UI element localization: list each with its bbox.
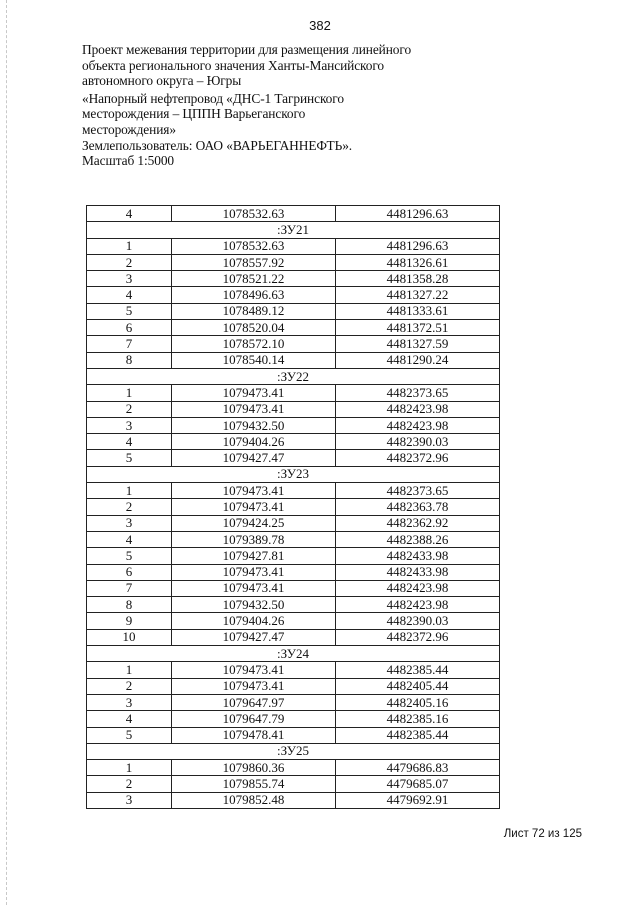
point-number-cell: 1 (87, 483, 172, 499)
x-coordinate-cell: 1078489.12 (172, 303, 336, 319)
point-number-cell: 6 (87, 564, 172, 580)
point-number-cell: 4 (87, 434, 172, 450)
point-number-cell: 1 (87, 662, 172, 678)
point-number-cell: 3 (87, 792, 172, 808)
x-coordinate-cell: 1079647.79 (172, 711, 336, 727)
table-row (87, 548, 500, 564)
document-header (82, 42, 412, 169)
table-row (87, 206, 500, 222)
table-row (87, 450, 500, 466)
x-coordinate-cell: 1079473.41 (172, 580, 336, 596)
y-coordinate-cell: 4479686.83 (336, 760, 500, 776)
y-coordinate-cell: 4481327.59 (336, 336, 500, 352)
table-row (87, 531, 500, 547)
y-coordinate-cell: 4482373.65 (336, 385, 500, 401)
table-row (87, 303, 500, 319)
y-coordinate-cell: 4482372.96 (336, 629, 500, 645)
section-label: :ЗУ21 (87, 222, 500, 238)
x-coordinate-cell: 1079478.41 (172, 727, 336, 743)
y-coordinate-cell: 4481327.22 (336, 287, 500, 303)
point-number-cell: 5 (87, 303, 172, 319)
point-number-cell: 2 (87, 499, 172, 515)
sheet-counter: Лист 72 из 125 (503, 828, 582, 840)
table-row (87, 499, 500, 515)
y-coordinate-cell: 4481326.61 (336, 254, 500, 270)
table-row (87, 727, 500, 743)
header-line: «Напорный нефтепровод «ДНС-1 Тагринского (82, 90, 344, 106)
table-row (87, 597, 500, 613)
table-row (87, 515, 500, 531)
table-row (87, 417, 500, 433)
x-coordinate-cell: 1078496.63 (172, 287, 336, 303)
table-row (87, 564, 500, 580)
section-row (87, 466, 500, 482)
x-coordinate-cell: 1079424.25 (172, 515, 336, 531)
table-row (87, 336, 500, 352)
scan-edge (6, 0, 8, 905)
x-coordinate-cell: 1079473.41 (172, 385, 336, 401)
x-coordinate-cell: 1078557.92 (172, 254, 336, 270)
y-coordinate-cell: 4482373.65 (336, 483, 500, 499)
point-number-cell: 1 (87, 238, 172, 254)
y-coordinate-cell: 4482362.92 (336, 515, 500, 531)
y-coordinate-cell: 4479685.07 (336, 776, 500, 792)
y-coordinate-cell: 4482388.26 (336, 531, 500, 547)
point-number-cell: 4 (87, 287, 172, 303)
y-coordinate-cell: 4482385.16 (336, 711, 500, 727)
header-line: месторождения» (82, 121, 176, 137)
y-coordinate-cell: 4482405.16 (336, 694, 500, 710)
y-coordinate-cell: 4481296.63 (336, 238, 500, 254)
x-coordinate-cell: 1079473.41 (172, 662, 336, 678)
table-row (87, 694, 500, 710)
section-row (87, 222, 500, 238)
x-coordinate-cell: 1079404.26 (172, 613, 336, 629)
section-label: :ЗУ25 (87, 743, 500, 759)
table-row (87, 287, 500, 303)
table-row (87, 352, 500, 368)
land-user-line: Землепользователь: ОАО «ВАРЬЕГАННЕФТЬ». (82, 137, 353, 153)
table-row (87, 238, 500, 254)
x-coordinate-cell: 1078540.14 (172, 352, 336, 368)
y-coordinate-cell: 4482372.96 (336, 450, 500, 466)
x-coordinate-cell: 1079852.48 (172, 792, 336, 808)
x-coordinate-cell: 1079647.97 (172, 694, 336, 710)
table-row (87, 711, 500, 727)
point-number-cell: 1 (87, 760, 172, 776)
y-coordinate-cell: 4482433.98 (336, 564, 500, 580)
x-coordinate-cell: 1078532.63 (172, 206, 336, 222)
x-coordinate-cell: 1078532.63 (172, 238, 336, 254)
table-row (87, 776, 500, 792)
y-coordinate-cell: 4482423.98 (336, 580, 500, 596)
y-coordinate-cell: 4482385.44 (336, 727, 500, 743)
point-number-cell: 7 (87, 336, 172, 352)
point-number-cell: 3 (87, 694, 172, 710)
y-coordinate-cell: 4482423.98 (336, 417, 500, 433)
y-coordinate-cell: 4479692.91 (336, 792, 500, 808)
table-row (87, 678, 500, 694)
x-coordinate-cell: 1079427.47 (172, 450, 336, 466)
x-coordinate-cell: 1078520.04 (172, 320, 336, 336)
header-line: автономного округа – Югры (82, 73, 242, 89)
y-coordinate-cell: 4481333.61 (336, 303, 500, 319)
point-number-cell: 3 (87, 271, 172, 287)
section-row (87, 743, 500, 759)
x-coordinate-cell: 1079427.47 (172, 629, 336, 645)
header-line: месторождения – ЦППН Варьеганского (82, 106, 306, 122)
x-coordinate-cell: 1079855.74 (172, 776, 336, 792)
y-coordinate-cell: 4481358.28 (336, 271, 500, 287)
scale-line: Масштаб 1:5000 (82, 153, 175, 169)
x-coordinate-cell: 1079860.36 (172, 760, 336, 776)
section-label: :ЗУ23 (87, 466, 500, 482)
y-coordinate-cell: 4482423.98 (336, 597, 500, 613)
table-row (87, 320, 500, 336)
point-number-cell: 7 (87, 580, 172, 596)
table-row (87, 385, 500, 401)
point-number-cell: 4 (87, 711, 172, 727)
coordinates-table (86, 205, 500, 809)
table-row (87, 760, 500, 776)
y-coordinate-cell: 4482385.44 (336, 662, 500, 678)
x-coordinate-cell: 1078521.22 (172, 271, 336, 287)
table-row (87, 580, 500, 596)
x-coordinate-cell: 1079473.41 (172, 401, 336, 417)
table-row (87, 792, 500, 808)
table-row (87, 271, 500, 287)
section-label: :ЗУ22 (87, 368, 500, 384)
point-number-cell: 2 (87, 401, 172, 417)
header-line: объекта регионального значения Ханты-Мансийского (82, 57, 385, 73)
point-number-cell: 5 (87, 450, 172, 466)
table-row (87, 613, 500, 629)
section-label: :ЗУ24 (87, 646, 500, 662)
section-row (87, 368, 500, 384)
y-coordinate-cell: 4482405.44 (336, 678, 500, 694)
x-coordinate-cell: 1079473.41 (172, 564, 336, 580)
y-coordinate-cell: 4482390.03 (336, 434, 500, 450)
point-number-cell: 2 (87, 254, 172, 270)
point-number-cell: 3 (87, 515, 172, 531)
point-number-cell: 8 (87, 597, 172, 613)
x-coordinate-cell: 1078572.10 (172, 336, 336, 352)
point-number-cell: 2 (87, 678, 172, 694)
coordinates-table-body (87, 206, 500, 809)
point-number-cell: 2 (87, 776, 172, 792)
x-coordinate-cell: 1079473.41 (172, 678, 336, 694)
x-coordinate-cell: 1079432.50 (172, 597, 336, 613)
point-number-cell: 10 (87, 629, 172, 645)
x-coordinate-cell: 1079473.41 (172, 483, 336, 499)
y-coordinate-cell: 4482363.78 (336, 499, 500, 515)
point-number-cell: 8 (87, 352, 172, 368)
table-row (87, 401, 500, 417)
point-number-cell: 5 (87, 548, 172, 564)
table-row (87, 434, 500, 450)
point-number-cell: 9 (87, 613, 172, 629)
point-number-cell: 1 (87, 385, 172, 401)
section-row (87, 646, 500, 662)
table-row (87, 629, 500, 645)
y-coordinate-cell: 4481296.63 (336, 206, 500, 222)
point-number-cell: 5 (87, 727, 172, 743)
y-coordinate-cell: 4481372.51 (336, 320, 500, 336)
header-line: Проект межевания территории для размещения линейного (82, 42, 412, 57)
table-row (87, 483, 500, 499)
point-number-cell: 4 (87, 206, 172, 222)
point-number-cell: 3 (87, 417, 172, 433)
x-coordinate-cell: 1079427.81 (172, 548, 336, 564)
page-number: 382 (309, 18, 331, 33)
point-number-cell: 6 (87, 320, 172, 336)
y-coordinate-cell: 4482390.03 (336, 613, 500, 629)
table-row (87, 254, 500, 270)
x-coordinate-cell: 1079389.78 (172, 531, 336, 547)
y-coordinate-cell: 4481290.24 (336, 352, 500, 368)
x-coordinate-cell: 1079473.41 (172, 499, 336, 515)
y-coordinate-cell: 4482433.98 (336, 548, 500, 564)
table-row (87, 662, 500, 678)
y-coordinate-cell: 4482423.98 (336, 401, 500, 417)
point-number-cell: 4 (87, 531, 172, 547)
x-coordinate-cell: 1079404.26 (172, 434, 336, 450)
x-coordinate-cell: 1079432.50 (172, 417, 336, 433)
